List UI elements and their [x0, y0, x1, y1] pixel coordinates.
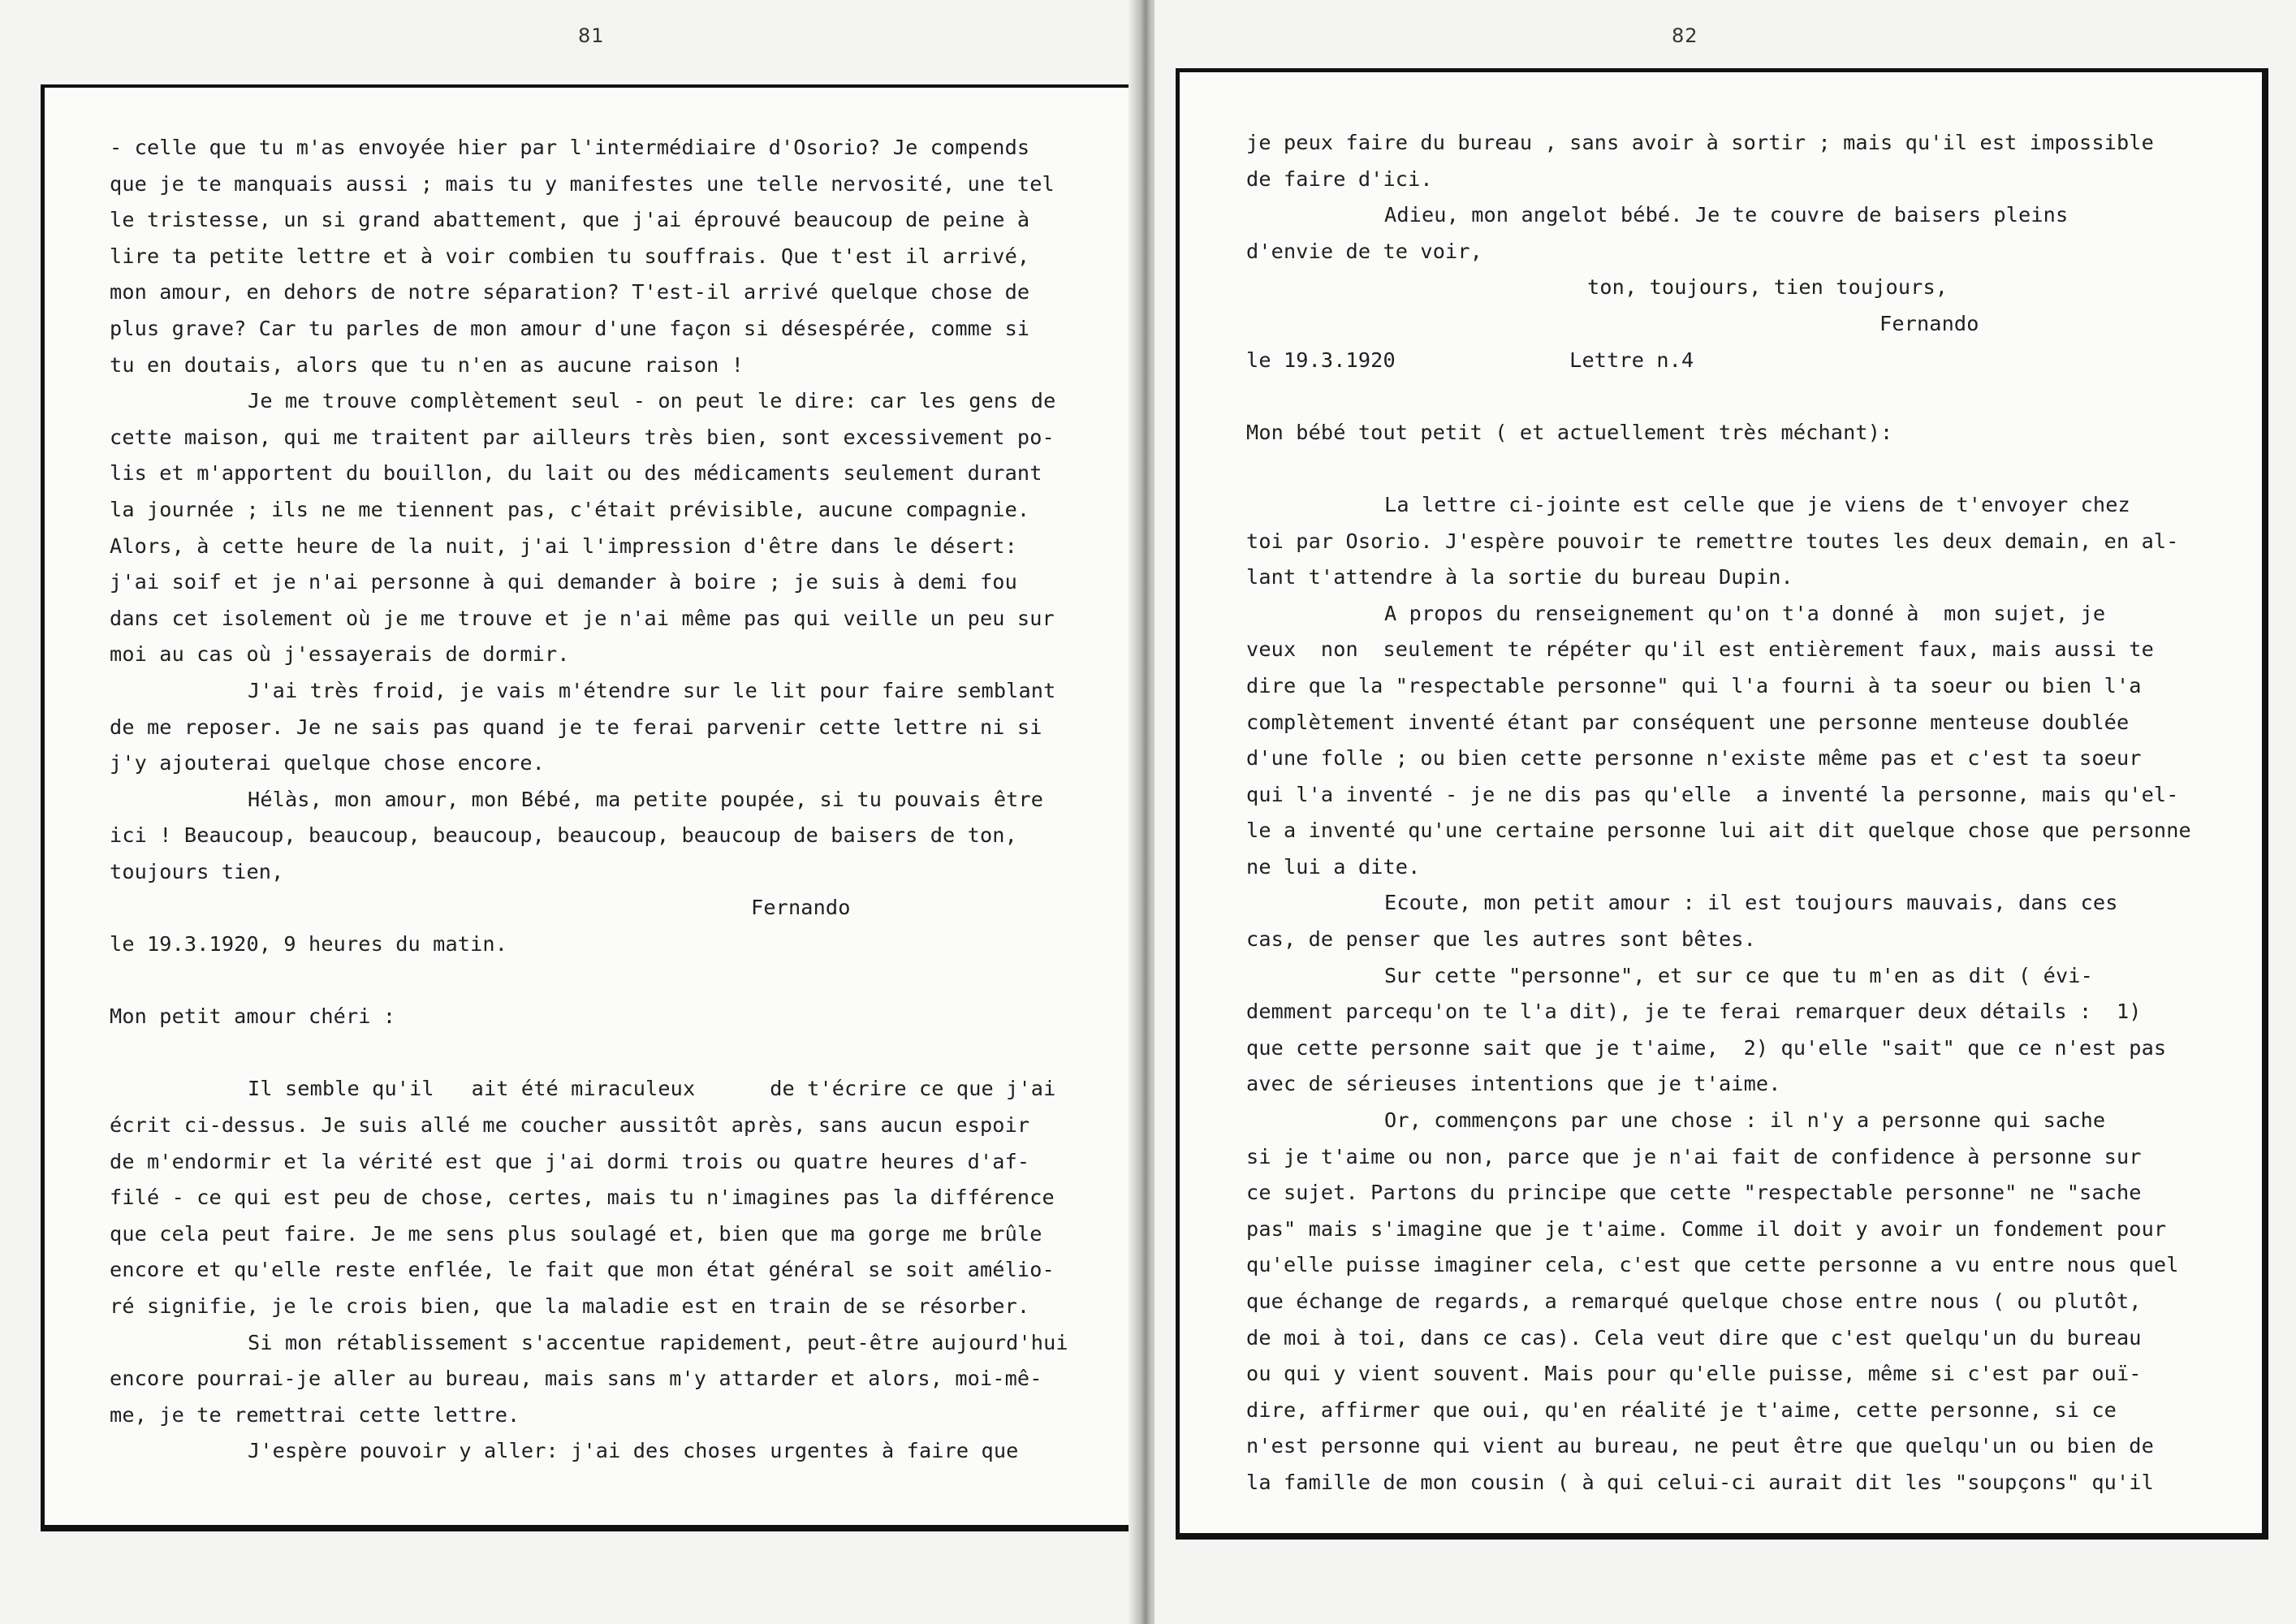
text-line: cette maison, qui me traitent par ailleurs très bien, sont excessivement po- [110, 425, 1055, 449]
blank-line [110, 1035, 1068, 1072]
text-line: le a inventé qu'une certaine personne lui ait dit quelque chose que personne [1246, 818, 2191, 843]
left-page-number: 81 [578, 24, 605, 47]
text-line: toi par Osorio. J'espère pouvoir te remettre toutes les deux demain, en al- [1246, 529, 2179, 553]
blank-line [110, 963, 1068, 1000]
text-line: que échange de regards, a remarqué quelque chose entre nous ( ou plutôt, [1246, 1289, 2142, 1313]
text-line: veux non seulement te répéter qu'il est entièrement faux, mais aussi te [1246, 637, 2154, 662]
text-line: dire, affirmer que oui, qu'en réalité je t'aime, cette personne, si ce [1246, 1397, 2117, 1422]
text-line: que cela peut faire. Je me sens plus soulagé et, bien que ma gorge me brûle [110, 1221, 1042, 1246]
text-line: ton, toujours, tien toujours, [1587, 275, 1949, 300]
text-line: ré signifie, je le crois bien, que la maladie est en train de se résorber. [110, 1294, 1030, 1318]
left-letter-text [110, 130, 1068, 1470]
text-line: lant t'attendre à la sortie du bureau Dupin. [1246, 565, 1793, 590]
text-line: Si mon rétablissement s'accentue rapidement, peut-être aujourd'hui [248, 1330, 1068, 1354]
text-line: me, je te remettrai cette lettre. [110, 1402, 520, 1427]
text-line: filé - ce qui est peu de chose, certes, mais tu n'imagines pas la différence [110, 1186, 1055, 1210]
text-line: J'ai très froid, je vais m'étendre sur le lit pour faire semblant [248, 678, 1056, 702]
text-line: A propos du renseignement qu'on t'a donné à mon sujet, je [1384, 601, 2106, 625]
text-line: Mon petit amour chéri : [110, 1004, 396, 1029]
blank-line [1246, 451, 2191, 487]
text-line: La lettre ci-jointe est celle que je viens de t'envoyer chez [1384, 492, 2130, 516]
text-line: dans cet isolement où je me trouve et je n'ai même pas qui veille un peu sur [110, 606, 1055, 630]
text-line: que cette personne sait que je t'aime, 2) qu'elle "sait" que ce n'est pas [1246, 1035, 2167, 1060]
text-line: encore pourrai-je aller au bureau, mais sans m'y attarder et alors, moi-mê- [110, 1367, 1042, 1391]
left-page [0, 0, 1137, 1624]
text-line: qui l'a inventé - je ne dis pas qu'elle a inventé la personne, mais qu'el- [1246, 782, 2179, 806]
right-page-number: 82 [1672, 24, 1698, 47]
text-line: mon amour, en dehors de notre séparation? T'est-il arrivé quelque chose de [110, 280, 1030, 304]
left-text-frame [41, 84, 1130, 1531]
text-line: écrit ci-dessus. Je suis allé me coucher aussitôt après, sans aucun espoir [110, 1113, 1030, 1138]
text-line: de m'endormir et la vérité est que j'ai dormi trois ou quatre heures d'af- [110, 1149, 1030, 1173]
text-line: Or, commençons par une chose : il n'y a personne qui sache [1384, 1108, 2106, 1133]
text-line: demment parcequ'on te l'a dit), je te ferai remarquer deux détails : 1) [1246, 1000, 2142, 1024]
text-line: Alors, à cette heure de la nuit, j'ai l'impression d'être dans le désert: [110, 533, 1017, 558]
text-line: plus grave? Car tu parles de mon amour d'une façon si désespérée, comme si [110, 316, 1030, 340]
text-line: ou qui y vient souvent. Mais pour qu'elle puisse, même si c'est par ouï- [1246, 1362, 2142, 1386]
text-line: ici ! Beaucoup, beaucoup, beaucoup, beaucoup, beaucoup de baisers de ton, [110, 823, 1017, 848]
text-line: Fernando [1880, 311, 1979, 335]
text-line: de moi à toi, dans ce cas). Cela veut dire que c'est quelqu'un du bureau [1246, 1325, 2142, 1350]
right-page [1154, 0, 2296, 1624]
text-line: toujours tien, [110, 859, 284, 883]
text-line: lire ta petite lettre et à voir combien tu souffrais. Que t'est il arrivé, [110, 244, 1030, 268]
text-line: - celle que tu m'as envoyée hier par l'intermédiaire d'Osorio? Je compends [110, 136, 1030, 159]
text-line: avec de sérieuses intentions que je t'aime. [1246, 1072, 1781, 1096]
text-line: je peux faire du bureau , sans avoir à sortir ; mais qu'il est impossible [1246, 131, 2154, 154]
text-line: moi au cas où j'essayerais de dormir. [110, 642, 570, 667]
text-line: complètement inventé étant par conséquent une personne menteuse doublée [1246, 710, 2130, 734]
text-line: tu en doutais, alors que tu n'en as aucune raison ! [110, 352, 744, 377]
text-line: j'y ajouterai quelque chose encore. [110, 751, 545, 775]
text-line: ne lui a dite. [1246, 854, 1421, 879]
text-line: que je te manquais aussi ; mais tu y manifestes une telle nervosité, une tel [110, 171, 1055, 196]
text-line: d'une folle ; ou bien cette personne n'existe même pas et c'est ta soeur [1246, 746, 2142, 771]
right-letter-text [1246, 125, 2191, 1501]
text-line: de faire d'ici. [1246, 166, 1433, 191]
text-line: encore et qu'elle reste enflée, le fait que mon état général se soit amélio- [110, 1258, 1055, 1282]
text-line: pas" mais s'imagine que je t'aime. Comme il doit y avoir un fondement pour [1246, 1216, 2167, 1241]
text-line: lis et m'apportent du bouillon, du lait ou des médicaments seulement durant [110, 461, 1042, 486]
text-line: le tristesse, un si grand abattement, que j'ai éprouvé beaucoup de peine à [110, 208, 1030, 232]
text-line: d'envie de te voir, [1246, 239, 1482, 263]
text-line: de me reposer. Je ne sais pas quand je te ferai parvenir cette lettre ni si [110, 715, 1042, 739]
text-line: cas, de penser que les autres sont bêtes. [1246, 927, 1756, 952]
text-line: Mon bébé tout petit ( et actuellement très méchant): [1246, 420, 1893, 444]
blank-line [1246, 378, 2191, 415]
right-text-frame [1176, 68, 2268, 1540]
text-line: si je t'aime ou non, parce que je n'ai fait de confidence à personne sur [1246, 1144, 2142, 1168]
text-line: Je me trouve complètement seul - on peut le dire: car les gens de [248, 389, 1056, 413]
text-line: la journée ; ils ne me tiennent pas, c'était prévisible, aucune compagnie. [110, 497, 1030, 521]
text-line: J'espère pouvoir y aller: j'ai des choses urgentes à faire que [248, 1439, 1019, 1463]
text-line: Adieu, mon angelot bébé. Je te couvre de baisers pleins [1384, 203, 2069, 227]
text-line: ce sujet. Partons du principe que cette "respectable personne" ne "sache [1246, 1181, 2142, 1205]
text-line: Il semble qu'il ait été miraculeux de t'écrire ce que j'ai [248, 1077, 1056, 1101]
text-line: qu'elle puisse imaginer cela, c'est que cette personne a vu entre nous quel [1246, 1253, 2179, 1277]
text-line: Fernando [751, 896, 851, 920]
text-line: Sur cette "personne", et sur ce que tu m'en as dit ( évi- [1384, 963, 2093, 987]
text-line: Ecoute, mon petit amour : il est toujours mauvais, dans ces [1384, 891, 2118, 915]
text-line: n'est personne qui vient au bureau, ne peut être que quelqu'un ou bien de [1246, 1434, 2154, 1458]
text-line: le 19.3.1920, 9 heures du matin. [110, 932, 508, 957]
text-line: le 19.3.1920 Lettre n.4 [1246, 348, 1694, 372]
text-line: j'ai soif et je n'ai personne à qui demander à boire ; je suis à demi fou [110, 570, 1017, 594]
text-line: la famille de mon cousin ( à qui celui-ci aurait dit les "soupçons" qu'il [1246, 1470, 2154, 1494]
text-line: Hélàs, mon amour, mon Bébé, ma petite poupée, si tu pouvais être [248, 787, 1044, 811]
text-line: dire que la "respectable personne" qui l'a fourni à ta soeur ou bien l'a [1246, 673, 2142, 698]
